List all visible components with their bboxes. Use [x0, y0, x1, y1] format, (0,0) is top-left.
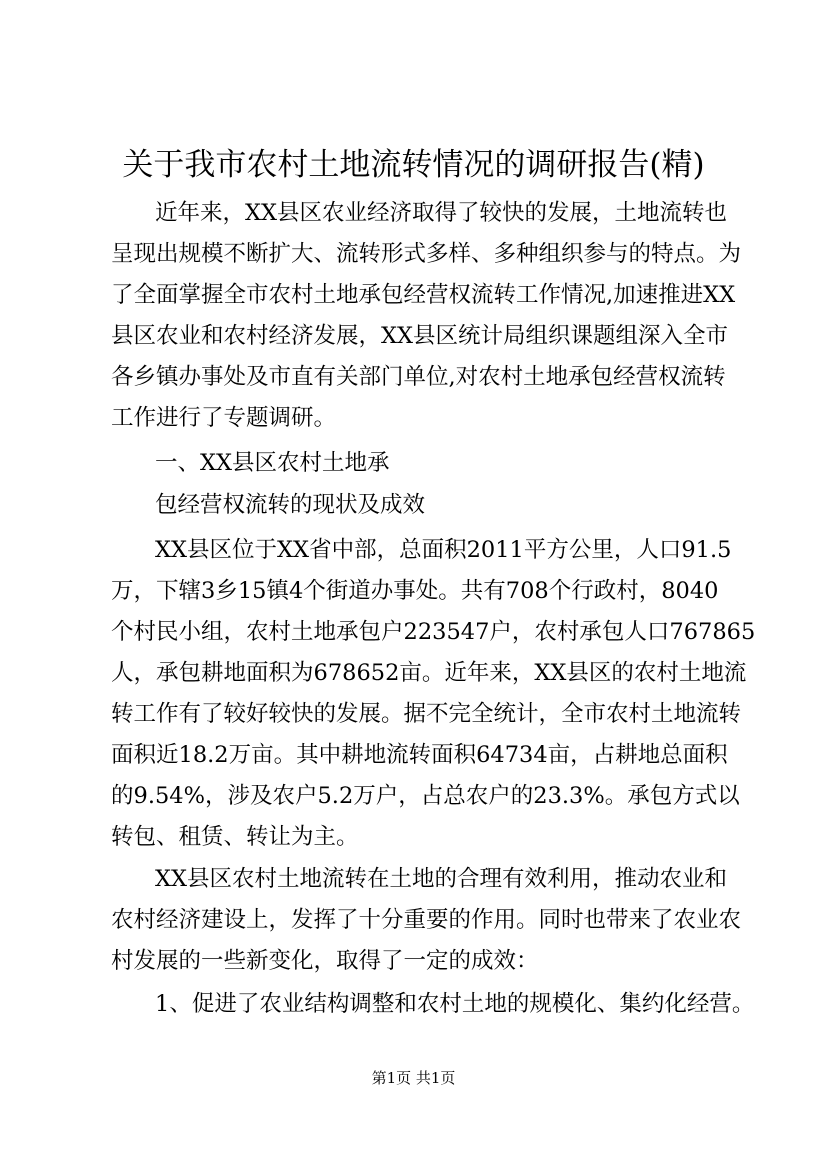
body-line-1: 近年来，XX县区农业经济取得了较快的发展，土地流转也 [155, 200, 728, 226]
body-line-5: 各乡镇办事处及市直有关部门单位,对农村土地承包经营权流转 [111, 364, 726, 390]
body-line-11: 转工作有了较好较快的发展。据不完全统计，全市农村土地流转 [111, 701, 742, 727]
body-line-12: 面积近18.2万亩。其中耕地流转面积64734亩，占耕地总面积 [111, 742, 728, 768]
section-heading-line-1: 一、XX县区农村土地承 [155, 450, 390, 476]
body-line-16: 农村经济建设上，发挥了十分重要的作用。同时也带来了农业农 [111, 907, 742, 933]
section-heading-line-2: 包经营权流转的现状及成效 [155, 492, 426, 518]
document-title: 关于我市农村土地流转情况的调研报告(精) [122, 147, 705, 183]
body-line-7: XX县区位于XX省中部，总面积2011平方公里，人口91.5 [155, 537, 732, 563]
body-line-17: 村发展的一些新变化，取得了一定的成效： [111, 948, 539, 974]
page-footer: 第1页 共1页 [371, 1069, 456, 1087]
body-line-2: 呈现出规模不断扩大、流转形式多样、多种组织参与的特点。为 [111, 241, 742, 267]
body-line-4: 县区农业和农村经济发展，XX县区统计局组织课题组深入全市 [111, 323, 729, 349]
body-line-8: 万，下辖3乡15镇4个街道办事处。共有708个行政村，8040 [111, 578, 719, 604]
body-line-6: 工作进行了专题调研。 [111, 405, 337, 431]
body-line-10: 人，承包耕地面积为678652亩。近年来，XX县区的农村土地流 [111, 660, 747, 686]
body-line-13: 的9.54%，涉及农户5.2万户，占总农户的23.3%。承包方式以 [111, 783, 740, 809]
body-line-14: 转包、租赁、转让为主。 [111, 824, 359, 850]
body-line-9: 个村民小组，农村土地承包户223547户，农村承包人口767865 [111, 619, 756, 645]
list-item-1: 1、促进了农业结构调整和农村土地的规模化、集约化经营。 [155, 991, 755, 1017]
body-line-3: 了全面掌握全市农村土地承包经营权流转工作情况,加速推进XX [111, 282, 736, 308]
body-line-15: XX县区农村土地流转在土地的合理有效利用，推动农业和 [155, 866, 728, 892]
